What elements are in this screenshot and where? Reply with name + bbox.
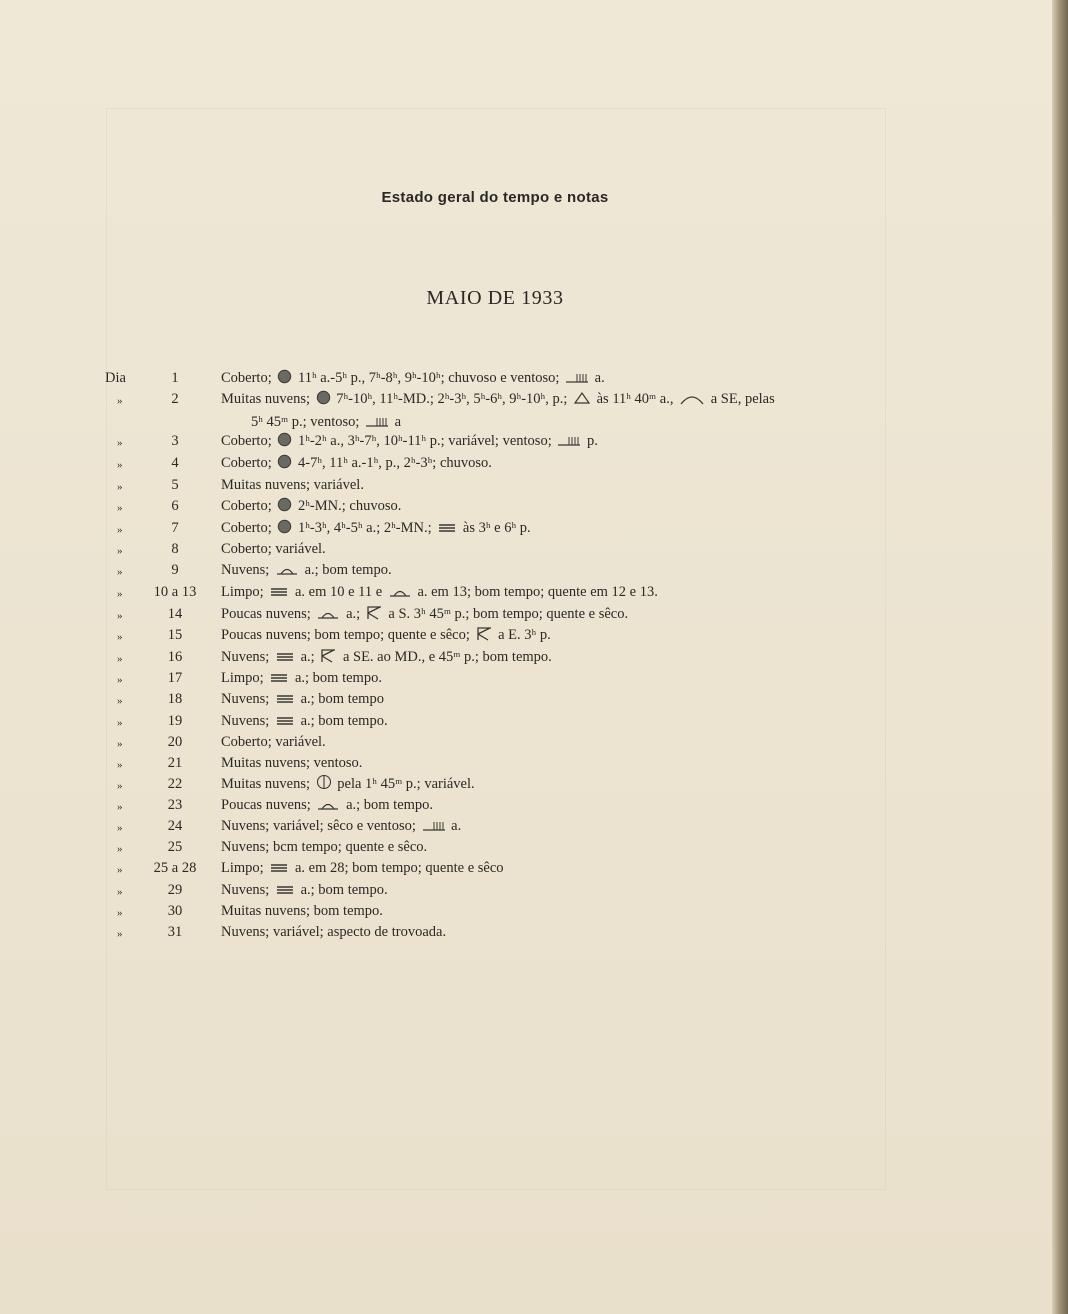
note-text: Muitas nuvens; bom tempo. [221, 903, 383, 919]
ditto-mark: » [117, 545, 123, 557]
day-number: 1 [171, 370, 179, 386]
weather-note [221, 668, 885, 691]
strong-wind-symbol-icon [565, 370, 589, 391]
weather-note [221, 604, 885, 627]
ditto-mark: » [117, 907, 123, 919]
note-text: Muitas nuvens; [221, 391, 314, 407]
ditto-mark: » [117, 566, 123, 578]
day-number: 8 [171, 541, 179, 557]
note-text: Coberto; variável. [221, 541, 326, 557]
day-number: 3 [171, 433, 179, 449]
note-text: a.; bom tempo [296, 691, 384, 707]
note-line [221, 496, 885, 519]
day-number: 5 [171, 477, 179, 493]
mist-symbol-icon [275, 691, 295, 712]
note-text: a. em 28; bom tempo; quente e sêco [291, 860, 504, 876]
day-number: 4 [171, 455, 179, 471]
note-line [221, 539, 885, 560]
note-text: Limpo; [221, 584, 268, 600]
weather-note [221, 732, 885, 753]
note-line [221, 560, 885, 583]
note-text: a. em 10 e 11 e [291, 584, 386, 600]
ditto-mark: » [117, 481, 123, 493]
weather-note [221, 753, 885, 774]
day-number: 21 [167, 755, 183, 771]
dew-symbol-icon [316, 797, 340, 818]
note-text: p. [583, 433, 598, 449]
ditto-mark: » [117, 395, 123, 407]
hail-symbol-icon [573, 391, 591, 412]
day-number: 10 a 13 [153, 584, 197, 600]
note-text: a.; [342, 606, 364, 622]
note-text: Coberto; variável. [221, 734, 326, 750]
day-number: 2 [171, 391, 179, 407]
note-text: 2ʰ-MN.; chuvoso. [294, 498, 402, 514]
weather-note [221, 837, 885, 858]
weather-note [221, 647, 885, 670]
note-text: Coberto; [221, 455, 276, 471]
weather-note [221, 389, 885, 435]
day-number: 19 [167, 713, 183, 729]
ditto-mark: » [117, 717, 123, 729]
ditto-mark: » [117, 928, 123, 940]
ditto-mark: » [117, 738, 123, 750]
ditto-mark: » [117, 437, 123, 449]
note-text: Nuvens; [221, 691, 273, 707]
note-line [221, 389, 885, 412]
day-number: 22 [167, 776, 183, 792]
weather-note [221, 625, 885, 648]
day-number: 9 [171, 562, 179, 578]
note-text: Nuvens; variável; sêco e ventoso; [221, 818, 420, 834]
day-number: 7 [171, 520, 179, 536]
thunder-symbol-icon [366, 605, 383, 627]
rain-symbol-icon [277, 369, 292, 391]
day-number: 25 a 28 [153, 860, 197, 876]
weather-note [221, 560, 885, 583]
note-text: Coberto; [221, 370, 276, 386]
note-line [221, 689, 885, 712]
day-number: 20 [167, 734, 183, 750]
day-number: 29 [167, 882, 183, 898]
weather-note [221, 922, 885, 943]
note-text: Limpo; [221, 670, 268, 686]
rain-symbol-icon [277, 519, 292, 541]
strong-wind-symbol-icon [557, 433, 581, 454]
mist-symbol-icon [269, 584, 289, 605]
rain-symbol-icon [316, 390, 331, 412]
page-title: Estado geral do tempo e notas [381, 189, 609, 206]
note-line [221, 518, 885, 541]
weather-note [221, 496, 885, 519]
strong-wind-symbol-icon [422, 818, 446, 839]
note-line [221, 753, 885, 774]
note-line [221, 431, 885, 454]
note-text: a.; bom tempo. [296, 882, 388, 898]
weather-note [221, 858, 885, 881]
day-number: 17 [167, 670, 183, 686]
note-text: Nuvens; [221, 882, 273, 898]
note-text: Muitas nuvens; [221, 776, 314, 792]
ditto-mark: » [117, 631, 123, 643]
dew-symbol-icon [316, 606, 340, 627]
note-text: a. [447, 818, 462, 834]
dew-symbol-icon [275, 562, 299, 583]
note-text: a S. 3ʰ 45ᵐ p.; bom tempo; quente e sêco. [384, 606, 629, 622]
weather-note [221, 582, 885, 605]
note-text: a.; [296, 649, 319, 665]
note-text: 11ʰ a.-5ʰ p., 7ʰ-8ʰ, 9ʰ-10ʰ; chuvoso e ventoso; [294, 370, 564, 386]
ditto-mark: » [117, 502, 123, 514]
rain-symbol-icon [277, 432, 292, 454]
note-text: Muitas nuvens; ventoso. [221, 755, 363, 771]
note-text: Nuvens; [221, 649, 273, 665]
ditto-mark: » [117, 524, 123, 536]
ditto-mark: » [117, 674, 123, 686]
note-line [221, 604, 885, 627]
note-text: 4-7ʰ, 11ʰ a.-1ʰ, p., 2ʰ-3ʰ; chuvoso. [294, 455, 492, 471]
ditto-mark: » [117, 759, 123, 771]
note-text: Coberto; [221, 433, 276, 449]
note-line [221, 711, 885, 734]
note-text: Limpo; [221, 860, 268, 876]
rain-symbol-icon [277, 454, 292, 476]
ditto-mark: » [117, 695, 123, 707]
solar-halo-symbol-icon [316, 774, 332, 797]
note-text: 1ʰ-3ʰ, 4ʰ-5ʰ a.; 2ʰ-MN.; [294, 520, 436, 536]
ditto-mark: » [117, 459, 123, 471]
thunder-symbol-icon [476, 626, 493, 648]
note-text: 5ʰ 45ᵐ p.; ventoso; [251, 414, 364, 430]
day-number: 15 [167, 627, 183, 643]
day-number: 30 [167, 903, 183, 919]
note-line [221, 880, 885, 903]
weather-note [221, 711, 885, 734]
mist-symbol-icon [275, 649, 295, 670]
note-line [221, 475, 885, 496]
weather-note [221, 816, 885, 839]
weather-note [221, 689, 885, 712]
note-line [221, 837, 885, 858]
note-text: Poucas nuvens; [221, 606, 315, 622]
weather-note [221, 475, 885, 496]
note-text: a E. 3ʰ p. [494, 627, 551, 643]
weather-note [221, 901, 885, 922]
mist-symbol-icon [269, 860, 289, 881]
ditto-mark: » [117, 801, 123, 813]
note-text: 7ʰ-10ʰ, 11ʰ-MD.; 2ʰ-3ʰ, 5ʰ-6ʰ, 9ʰ-10ʰ, p.; [332, 391, 571, 407]
weather-note [221, 880, 885, 903]
month-title: MAIO DE 1933 [426, 287, 564, 309]
mist-symbol-icon [437, 520, 457, 541]
weather-note [221, 368, 885, 391]
note-line [221, 582, 885, 605]
note-text: Muitas nuvens; variável. [221, 477, 364, 493]
note-line [221, 368, 885, 391]
day-number: 6 [171, 498, 179, 514]
note-line [221, 795, 885, 818]
note-text: Nuvens; variável; aspecto de trovoada. [221, 924, 447, 940]
note-text: Nuvens; bcm tempo; quente e sêco. [221, 839, 428, 855]
note-text: a. em 13; bom tempo; quente em 12 e 13. [413, 584, 658, 600]
ditto-mark: » [117, 822, 123, 834]
note-text: Nuvens; [221, 562, 273, 578]
ditto-mark: » [117, 864, 123, 876]
day-number: 25 [167, 839, 183, 855]
note-line [221, 453, 885, 476]
day-number: 31 [167, 924, 183, 940]
note-line [221, 732, 885, 753]
note-text: Poucas nuvens; bom tempo; quente e sêco; [221, 627, 474, 643]
mist-symbol-icon [275, 882, 295, 903]
mist-symbol-icon [275, 713, 295, 734]
note-text: a SE, pelas [707, 391, 775, 407]
thunder-symbol-icon [320, 648, 337, 670]
note-text: 1ʰ-2ʰ a., 3ʰ-7ʰ, 10ʰ-11ʰ p.; variável; ventoso; [294, 433, 556, 449]
note-line [221, 774, 885, 797]
weather-note [221, 453, 885, 476]
day-number: 24 [167, 818, 183, 834]
ditto-mark: » [117, 653, 123, 665]
ditto-mark: » [117, 588, 123, 600]
note-text: Nuvens; [221, 713, 273, 729]
weather-note [221, 774, 885, 797]
note-line [221, 858, 885, 881]
weather-note [221, 539, 885, 560]
rain-symbol-icon [277, 497, 292, 519]
note-text: a.; bom tempo. [300, 562, 392, 578]
ditto-mark: » [117, 886, 123, 898]
note-text: pela 1ʰ 45ᵐ p.; variável. [333, 776, 475, 792]
note-line [221, 922, 885, 943]
weather-note [221, 431, 885, 454]
note-text: a SE. ao MD., e 45ᵐ p.; bom tempo. [339, 649, 552, 665]
day-number: 14 [167, 606, 183, 622]
row-label-dia: Dia [105, 370, 126, 386]
page-edge [1052, 0, 1068, 1314]
day-number: 18 [167, 691, 183, 707]
note-text: a. [591, 370, 605, 386]
ditto-mark: » [117, 843, 123, 855]
note-line [221, 647, 885, 670]
note-text: às 11ʰ 40ᵐ a., [592, 391, 678, 407]
ditto-mark: » [117, 780, 123, 792]
note-text: a.; bom tempo. [291, 670, 382, 686]
weather-note [221, 795, 885, 818]
note-line [221, 816, 885, 839]
note-text: a [391, 414, 402, 430]
day-number: 16 [167, 649, 183, 665]
note-text: Coberto; [221, 498, 276, 514]
note-text: a.; bom tempo. [296, 713, 388, 729]
note-line [221, 901, 885, 922]
note-text: a.; bom tempo. [342, 797, 434, 813]
note-line [221, 625, 885, 648]
weather-note [221, 518, 885, 541]
mist-symbol-icon [269, 670, 289, 691]
day-number: 23 [167, 797, 183, 813]
note-text: Coberto; [221, 520, 276, 536]
note-text: às 3ʰ e 6ʰ p. [459, 520, 531, 536]
ditto-mark: » [117, 610, 123, 622]
rainbow-symbol-icon [679, 391, 705, 412]
note-text: Poucas nuvens; [221, 797, 315, 813]
note-line [221, 668, 885, 691]
dew-symbol-icon [388, 584, 412, 605]
